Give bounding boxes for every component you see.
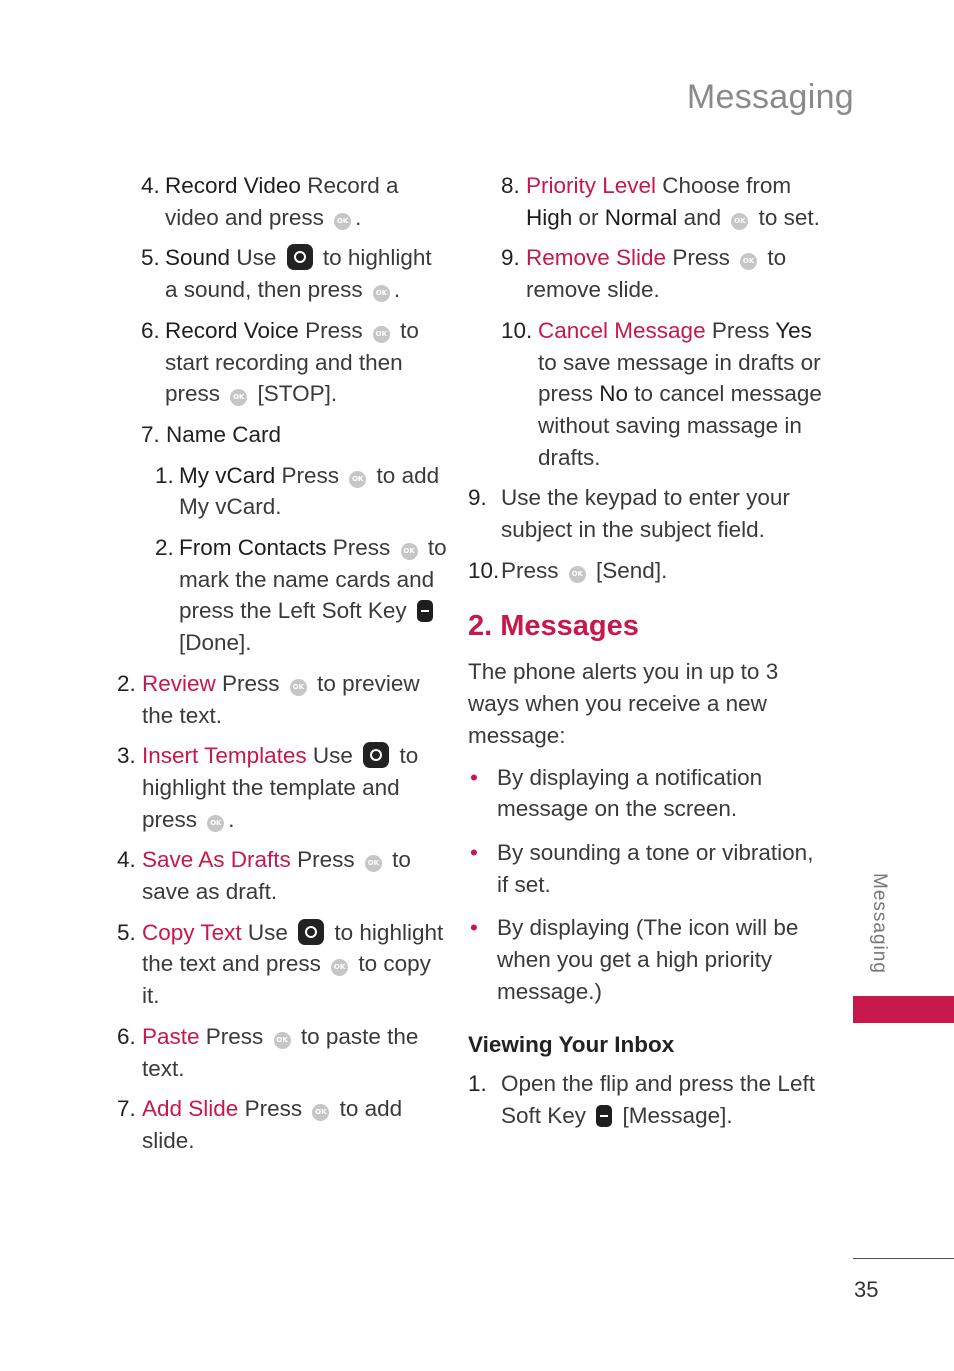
option-name: Cancel Message xyxy=(538,317,706,343)
item-number: 5. xyxy=(141,245,160,271)
ok-button-icon: OK xyxy=(349,471,366,488)
item-text: to copy it. xyxy=(142,951,431,1009)
bullet-text: By displaying a notification message on the screen. xyxy=(497,764,763,822)
item-text: Press xyxy=(501,557,565,583)
item-text: Use xyxy=(230,245,283,271)
page-title: Messaging xyxy=(686,78,854,116)
item-text: to remove slide. xyxy=(526,245,787,303)
ok-button-icon: OK xyxy=(274,1032,291,1049)
item-text: [STOP]. xyxy=(251,381,338,407)
list-item-save-as-drafts xyxy=(117,844,447,907)
left-soft-key-icon xyxy=(596,1105,612,1127)
item-text: and xyxy=(677,204,728,230)
item-text: [Send]. xyxy=(589,557,668,583)
item-number: 10. xyxy=(468,557,500,583)
list-item-record-voice xyxy=(117,315,447,410)
list-item-my-vcard xyxy=(117,460,447,523)
item-text: to preview the text. xyxy=(142,670,420,728)
list-item-review xyxy=(117,668,447,731)
bullet-dot-icon: • xyxy=(470,764,478,790)
item-number: 3. xyxy=(117,743,136,769)
bullet-item xyxy=(468,912,828,1007)
left-soft-key-icon xyxy=(417,600,433,622)
ok-button-icon: OK xyxy=(207,815,224,832)
ok-button-icon: OK xyxy=(373,285,390,302)
option-value: Yes xyxy=(775,317,812,343)
list-item-paste xyxy=(117,1021,447,1084)
item-text: Press xyxy=(298,317,369,343)
left-column xyxy=(117,170,447,1166)
item-text: Press xyxy=(238,1096,309,1122)
ok-button-icon: OK xyxy=(365,855,382,872)
intro-paragraph: The phone alerts you in up to 3 ways when you receive a new message: xyxy=(468,659,779,748)
list-item-add-slide xyxy=(117,1093,447,1156)
option-name: Paste xyxy=(142,1023,200,1049)
footer-divider xyxy=(853,1258,954,1259)
option-name: Insert Templates xyxy=(142,743,307,769)
bullet-text: By displaying (The icon will be when you get a high priority message.) xyxy=(497,915,799,1004)
item-text: Choose from xyxy=(656,173,792,198)
bullet-item xyxy=(468,837,828,900)
item-text: Use the keypad to enter your subject in the subject field. xyxy=(501,485,790,543)
item-text: Press xyxy=(199,1023,270,1049)
item-text: to set. xyxy=(752,204,820,230)
navigation-key-icon xyxy=(287,244,313,270)
item-text: to highlight the template and press xyxy=(142,743,419,832)
step-open-inbox xyxy=(468,1068,828,1131)
option-name: My vCard xyxy=(179,462,276,488)
bullet-item xyxy=(468,762,828,825)
item-number: 8. xyxy=(501,173,520,198)
ok-button-icon: OK xyxy=(373,326,390,343)
bullet-text: By sounding a tone or vibration, if set. xyxy=(497,839,814,897)
option-name: Record Video xyxy=(165,173,301,198)
list-item-record-video xyxy=(117,170,447,233)
bullet-dot-icon: • xyxy=(470,839,478,865)
section-heading-messages: 2. Messages xyxy=(468,610,639,643)
item-text: to save as draft. xyxy=(142,847,411,905)
item-text: Press xyxy=(290,847,361,873)
side-tab-marker xyxy=(853,996,954,1023)
item-text: to start recording and then press xyxy=(165,317,419,407)
ok-button-icon: OK xyxy=(230,389,247,406)
side-tab-label: Messaging xyxy=(869,873,890,974)
item-text: Press xyxy=(326,535,397,561)
option-name: Add Slide xyxy=(142,1096,239,1122)
item-text: to highlight the text and press xyxy=(142,919,444,977)
option-name: Review xyxy=(142,670,216,696)
list-item-copy-text xyxy=(117,917,447,1012)
item-number: 10. xyxy=(501,317,533,343)
ok-button-icon: OK xyxy=(312,1104,329,1121)
item-number: 2. xyxy=(117,670,136,696)
item-number: 4. xyxy=(141,173,160,198)
bullet-dot-icon: • xyxy=(470,915,478,941)
item-text: to add My vCard. xyxy=(179,462,440,520)
right-column xyxy=(468,170,828,1141)
item-text: . xyxy=(228,806,235,832)
item-number: 9. xyxy=(468,485,487,511)
option-name: Save As Drafts xyxy=(142,847,291,873)
item-number: 4. xyxy=(117,847,136,873)
ok-button-icon: OK xyxy=(290,679,307,696)
page-number: 35 xyxy=(854,1277,879,1302)
navigation-key-icon xyxy=(298,919,324,945)
item-text: to cancel message without saving massage in drafts. xyxy=(538,381,822,470)
item-text: Press xyxy=(666,245,737,271)
option-name: From Contacts xyxy=(179,535,327,561)
item-text: to add slide. xyxy=(142,1096,403,1153)
step-send xyxy=(468,555,828,587)
item-number: 6. xyxy=(117,1023,136,1049)
list-item-priority-level xyxy=(468,170,828,233)
item-text: to save message in drafts or press xyxy=(538,349,821,407)
option-value: Normal xyxy=(604,204,678,230)
item-text: to highlight a sound, then press xyxy=(165,245,432,303)
list-item-insert-templates xyxy=(117,740,447,835)
item-text: Use xyxy=(306,743,360,769)
ok-button-icon: OK xyxy=(740,253,757,270)
list-item-from-contacts xyxy=(117,532,447,659)
item-number: 1. xyxy=(155,462,174,488)
option-value: High xyxy=(526,204,573,230)
item-text: [Message]. xyxy=(616,1103,733,1129)
list-item-cancel-message xyxy=(468,315,828,474)
option-name: Copy Text xyxy=(142,919,242,945)
item-number: 1. xyxy=(468,1071,487,1097)
option-name: Priority Level xyxy=(526,173,657,198)
list-item-remove-slide xyxy=(468,242,828,305)
item-text: to mark the name cards and press the Left Soft Key xyxy=(179,535,447,624)
item-text: [Done]. xyxy=(179,630,252,656)
step-enter-subject xyxy=(468,482,828,545)
item-text: or xyxy=(572,204,605,230)
navigation-key-icon xyxy=(363,742,389,768)
ok-button-icon: OK xyxy=(334,213,351,230)
ok-button-icon: OK xyxy=(401,543,418,560)
option-name: Record Voice xyxy=(165,317,299,343)
item-number: 6. xyxy=(141,317,160,343)
item-text: Open the flip and press the Left Soft Key xyxy=(501,1071,815,1129)
ok-button-icon: OK xyxy=(569,566,586,583)
item-number: 2. xyxy=(155,535,174,561)
list-item-name-card: 7. Name Card xyxy=(141,421,282,447)
item-text: . xyxy=(393,277,401,303)
ok-button-icon: OK xyxy=(331,959,348,976)
item-text: Press xyxy=(275,462,346,488)
item-number: 9. xyxy=(501,245,520,271)
item-text: Use xyxy=(241,919,295,945)
list-item-sound xyxy=(117,242,447,305)
subheading-viewing-inbox: Viewing Your Inbox xyxy=(468,1032,675,1058)
item-text: Press xyxy=(215,670,286,696)
item-text: . xyxy=(355,204,362,230)
option-name: Remove Slide xyxy=(526,245,667,271)
option-name: Sound xyxy=(165,245,231,271)
item-text: Record a video and press xyxy=(165,173,399,230)
item-number: 7. xyxy=(117,1096,136,1122)
item-number: 5. xyxy=(117,919,136,945)
item-text: Press xyxy=(705,317,776,343)
item-text: to paste the text. xyxy=(142,1023,419,1081)
ok-button-icon: OK xyxy=(731,213,748,230)
option-value: No xyxy=(599,381,629,407)
